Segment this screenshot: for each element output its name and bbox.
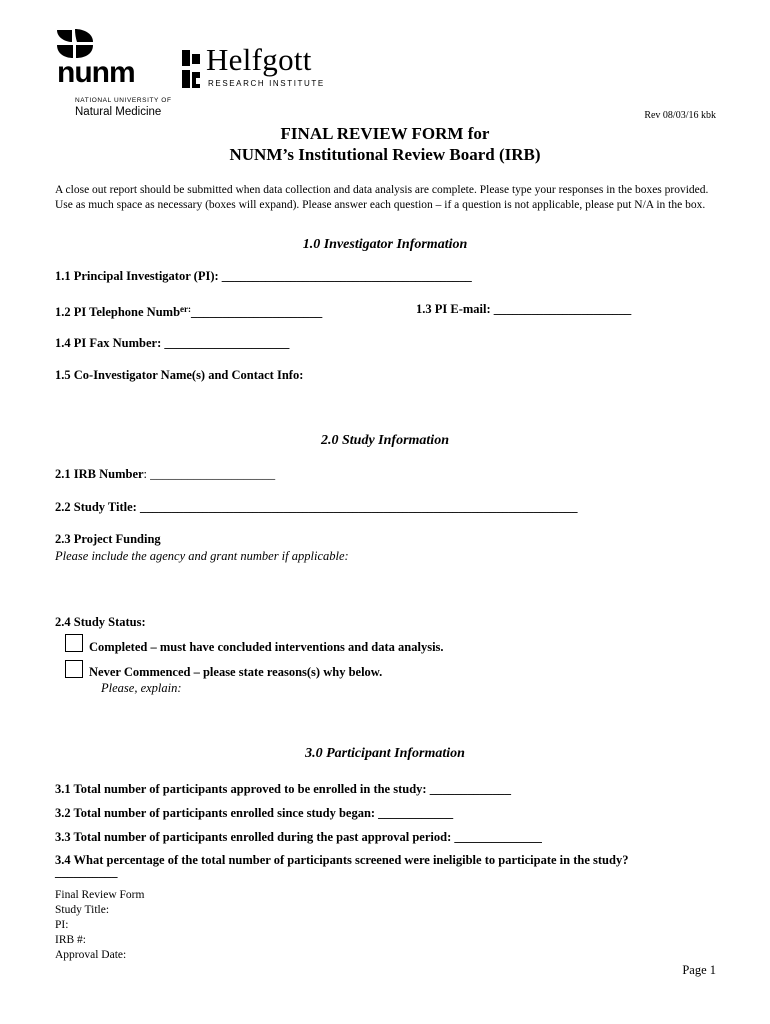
study-title-field[interactable]: 2.2 Study Title: ______________________________________________________________________	[55, 500, 578, 514]
footer-pi: PI:	[55, 919, 69, 931]
irb-number-blank: : ____________________	[143, 467, 276, 481]
footer-irb: IRB #:	[55, 934, 86, 946]
never-commenced-checkbox[interactable]	[65, 660, 83, 678]
nunm-line1: NATIONAL UNIVERSITY OF	[75, 97, 172, 104]
project-funding-label: 2.3 Project Funding	[55, 532, 161, 546]
approved-participants-field[interactable]: 3.1 Total number of participants approved to be enrolled in the study: _____________	[55, 782, 511, 796]
nunm-logo	[55, 28, 175, 118]
never-commenced-label: Never Commenced – please state reasons(s) why below.	[89, 665, 383, 679]
phone-label: 1.2 PI Telephone Numb	[55, 305, 181, 319]
enrolled-participants-field[interactable]: 3.2 Total number of participants enrolled since study began: ____________	[55, 806, 454, 820]
page-number: Page 1	[682, 963, 716, 977]
nunm-line2: Natural Medicine	[75, 106, 162, 118]
study-status-label: 2.4 Study Status:	[55, 615, 146, 629]
phone-label-suffix: er:	[180, 304, 192, 314]
helfgott-wordmark: Helfgott	[206, 42, 312, 77]
pi-field[interactable]: 1.1 Principal Investigator (PI): ________________________________________	[55, 269, 472, 283]
funding-note[interactable]: Please include the agency and grant number if applicable:	[55, 549, 349, 563]
helfgott-subtitle: RESEARCH INSTITUTE	[208, 79, 325, 88]
irb-number-label: 2.1 IRB Number	[55, 467, 144, 481]
explain-note[interactable]: Please, explain:	[101, 681, 182, 695]
ineligible-percentage-blank[interactable]: __________	[55, 865, 118, 879]
fax-field[interactable]: 1.4 PI Fax Number: ____________________	[55, 336, 290, 350]
co-investigator-field[interactable]: 1.5 Co-Investigator Name(s) and Contact Info:	[55, 368, 304, 382]
footer-form-name: Final Review Form	[55, 889, 145, 901]
footer-study-title: Study Title:	[55, 904, 110, 916]
footer-approval-date: Approval Date:	[55, 949, 127, 961]
phone-field[interactable]	[55, 302, 322, 320]
completed-label: Completed – must have concluded interventions and data analysis.	[89, 640, 444, 654]
email-field[interactable]: 1.3 PI E-mail: ______________________	[416, 302, 632, 316]
helfgott-mark-icon	[180, 48, 202, 90]
intro-paragraph: A close out report should be submitted when data collection and data analysis are complete. Please type your responses in the boxes provided. Use as much space as necessary (boxes will expand). Please answer each question – if a question is not applicable, please put N/A in the box.	[55, 184, 709, 212]
form-title-line2: NUNM’s Institutional Review Board (IRB)	[229, 145, 541, 164]
section-study-heading: 2.0 Study Information	[321, 433, 449, 448]
nunm-wordmark: nunm	[57, 56, 135, 89]
ineligible-percentage-question: 3.4 What percentage of the total number of participants screened were ineligible to participate in the study?	[55, 853, 629, 867]
irb-number-field[interactable]	[55, 467, 275, 482]
section-participant-heading: 3.0 Participant Information	[305, 746, 465, 761]
phone-blank: _____________________	[191, 305, 323, 319]
section-investigator-heading: 1.0 Investigator Information	[302, 237, 468, 252]
revision-note: Rev 08/03/16 kbk	[644, 110, 716, 121]
form-title-line1: FINAL REVIEW FORM for	[280, 124, 490, 143]
helfgott-logo	[180, 44, 370, 94]
period-participants-field[interactable]: 3.3 Total number of participants enrolled during the past approval period: ______________	[55, 830, 542, 844]
completed-checkbox[interactable]	[65, 634, 83, 652]
